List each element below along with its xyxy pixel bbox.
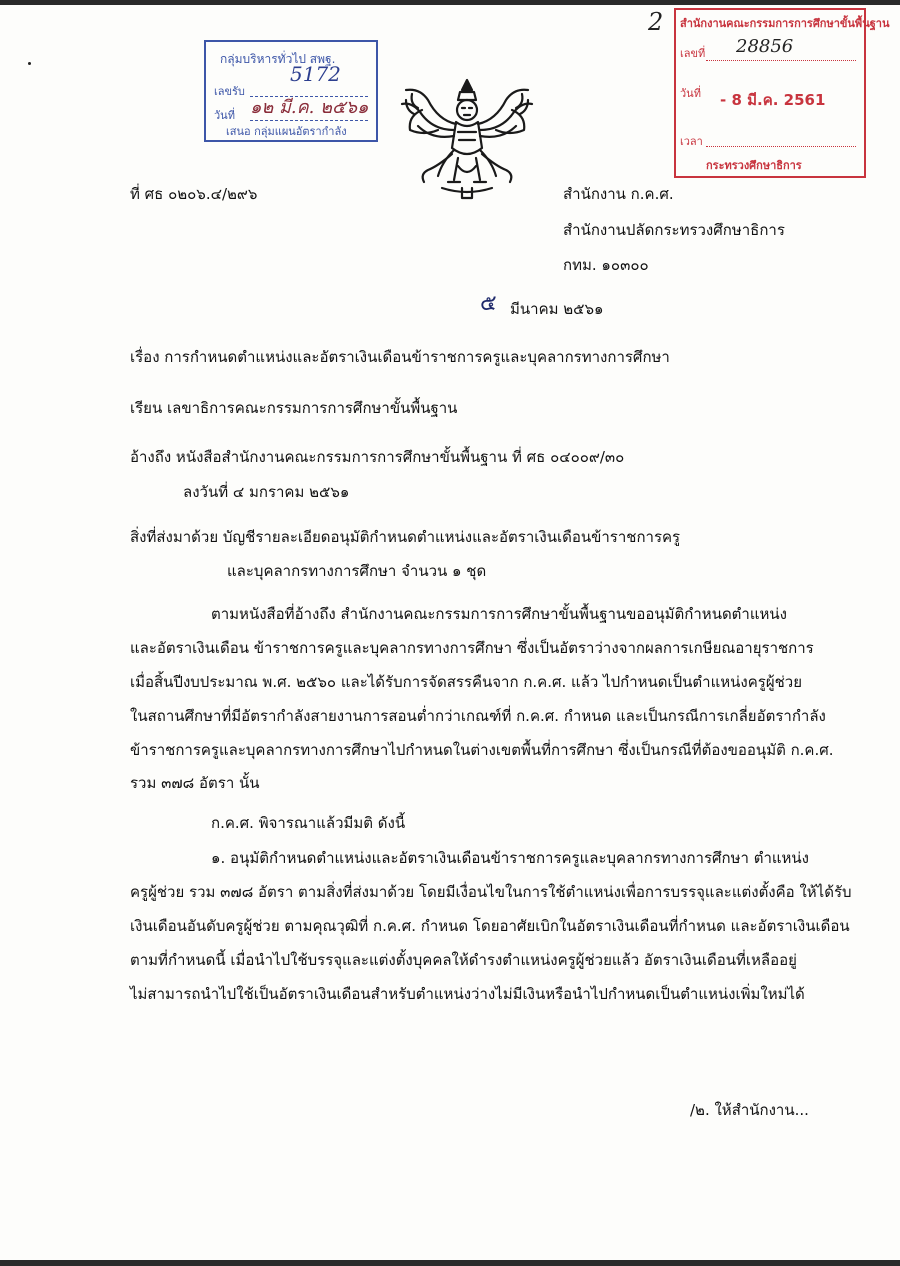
ministry-date-label: วันที่ — [680, 87, 701, 100]
ministry-stamp — [674, 8, 890, 178]
para1-line-5: ข้าราชการครูและบุคลากรทางการศึกษาไปกำหนดในต่างเขตพื้นที่การศึกษา ซึ่งเป็นกรณีที่ต้องขออนุมัติ ก.ค.ศ. — [130, 741, 834, 759]
garuda-emblem-icon — [398, 70, 536, 206]
para1-line-1: ตามหนังสือที่อ้างถึง สำนักงานคณะกรรมการการศึกษาขั้นพื้นฐานขออนุมัติกำหนดตำแหน่ง — [211, 605, 787, 623]
received-number-handwritten: 5172 — [290, 62, 341, 86]
para1-line-6: รวม ๓๗๘ อัตรา นั้น — [130, 774, 260, 792]
reference-line-1: อ้างถึง หนังสือสำนักงานคณะกรรมการการศึกษาขั้นพื้นฐาน ที่ ศธ ๐๔๐๐๙/๓๐ — [130, 448, 625, 466]
received-date-handwritten: ๑๒ มี.ค. ๒๕๖๑ — [250, 97, 369, 118]
enclosure-line-2: และบุคลากรทางการศึกษา จำนวน ๑ ชุด — [227, 562, 487, 580]
letter-recipient: เรียน เลขาธิการคณะกรรมการการศึกษาขั้นพื้นฐาน — [130, 399, 458, 417]
received-route: เสนอ กลุ่มแผนอัตรากำลัง — [226, 125, 347, 138]
reference-number: ที่ ศธ ๐๒๐๖.๔/๒๙๖ — [130, 185, 258, 203]
ministry-date-value: - 8 มี.ค. 2561 — [720, 91, 826, 109]
para1-line-3: เมื่อสิ้นปีงบประมาณ พ.ศ. ๒๕๖๐ และได้รับการจัดสรรคืนจาก ก.ค.ศ. แล้ว ไปกำหนดเป็นตำแหน่งครูผู้ช่วย — [130, 673, 803, 691]
para3-line-3: เงินเดือนอันดับครูผู้ช่วย ตามคุณวุฒิที่ ก.ค.ศ. กำหนด โดยอาศัยเบิกในอัตราเงินเดือนที่กำหนด และอัตราเงินเดือน — [130, 917, 850, 935]
para2: ก.ค.ศ. พิจารณาแล้วมีมติ ดังนี้ — [211, 814, 406, 832]
ministry-stamp-footer: กระทรวงศึกษาธิการ — [706, 159, 802, 172]
para1-line-2: และอัตราเงินเดือน ข้าราชการครูและบุคลากรทางการศึกษา ซึ่งเป็นอัตราว่างจากผลการเกษียณอายุราชการ — [130, 639, 814, 657]
date-day-handwritten: ๕ — [480, 291, 497, 316]
ministry-stamp-org: สำนักงานคณะกรรมการการศึกษาขั้นพื้นฐาน — [680, 17, 890, 30]
received-date-label: วันที่ — [214, 109, 235, 122]
office-line-1: สำนักงาน ก.ค.ศ. — [563, 185, 674, 203]
ministry-number-label: เลขที่ — [680, 47, 706, 60]
ministry-number-handwritten: 28856 — [736, 36, 794, 57]
scan-border-top — [0, 0, 900, 5]
letter-subject: เรื่อง การกำหนดตำแหน่งและอัตราเงินเดือนข้าราชการครูและบุคลากรทางการศึกษา — [130, 348, 670, 366]
received-stamp — [204, 40, 378, 142]
letter-date: มีนาคม ๒๕๖๑ — [510, 300, 604, 318]
reference-line-2: ลงวันที่ ๔ มกราคม ๒๕๖๑ — [183, 483, 350, 501]
received-number-label: เลขรับ — [214, 85, 245, 98]
para3-line-2: ครูผู้ช่วย รวม ๓๗๘ อัตรา ตามสิ่งที่ส่งมาด้วย โดยมีเงื่อนไขในการใช้ตำแหน่งเพื่อการบรรจุและแต่งตั้งคือ ให้ได้รับ — [130, 883, 852, 901]
para3-line-5: ไม่สามารถนำไปใช้เป็นอัตราเงินเดือนสำหรับตำแหน่งว่างไม่มีเงินหรือนำไปกำหนดเป็นตำแหน่งเพิ่มใหม่ได้ — [130, 985, 805, 1003]
continuation-marker: /๒. ให้สำนักงาน... — [690, 1101, 809, 1119]
scan-border-bottom — [0, 1260, 900, 1266]
office-line-3: กทม. ๑๐๓๐๐ — [563, 256, 649, 274]
page-number-mark: 2 — [648, 8, 664, 36]
para3-line-1: ๑. อนุมัติกำหนดตำแหน่งและอัตราเงินเดือนข้าราชการครูและบุคลากรทางการศึกษา ตำแหน่ง — [211, 849, 810, 867]
office-line-2: สำนักงานปลัดกระทรวงศึกษาธิการ — [563, 221, 785, 239]
enclosure-line-1: สิ่งที่ส่งมาด้วย บัญชีรายละเอียดอนุมัติกำหนดตำแหน่งและอัตราเงินเดือนข้าราชการครู — [130, 528, 681, 546]
ministry-time-label: เวลา — [680, 135, 703, 148]
para3-line-4: ตามที่กำหนดนี้ เมื่อนำไปใช้บรรจุและแต่งตั้งบุคคลให้ดำรงตำแหน่งครูผู้ช่วยแล้ว อัตราเงินเดือนที่เหลืออยู่ — [130, 951, 797, 969]
scan-speck — [28, 62, 31, 65]
received-stamp-org: กลุ่มบริหารทั่วไป สพฐ. — [220, 52, 336, 66]
para1-line-4: ในสถานศึกษาที่มีอัตรากำลังสายงานการสอนต่ำกว่าเกณฑ์ที่ ก.ค.ศ. กำหนด และเป็นกรณีการเกลี่ยอัตรากำลัง — [130, 707, 826, 725]
